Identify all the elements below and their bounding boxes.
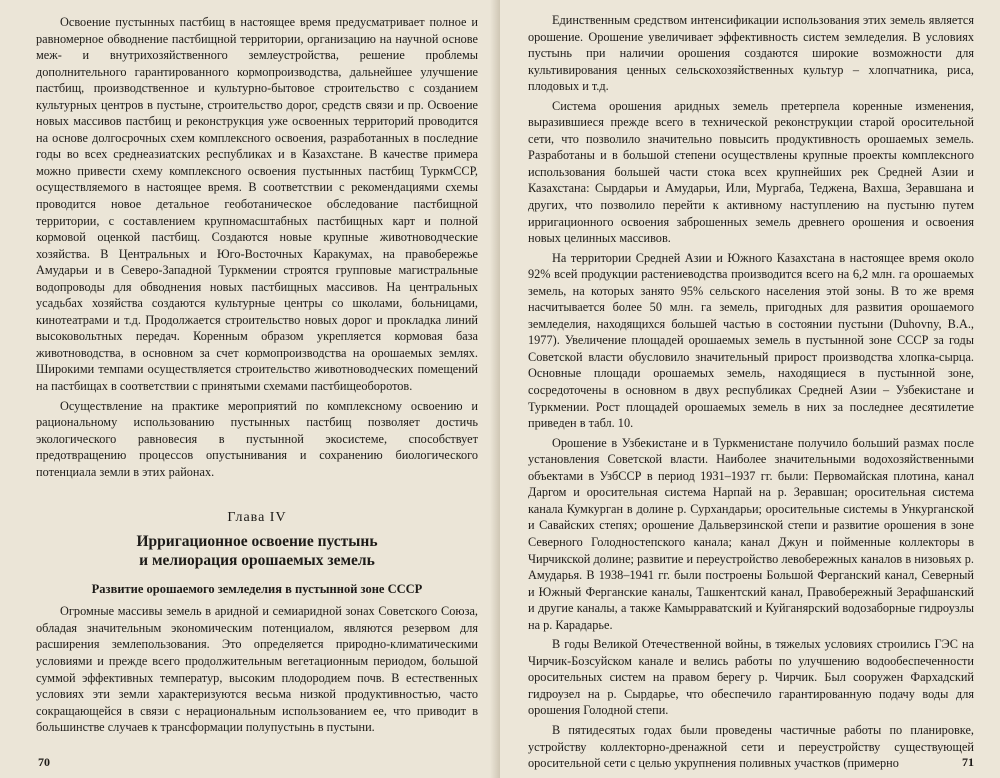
chapter-title-line-1: Ирригационное освоение пустынь <box>136 533 378 551</box>
right-paragraph-4: Орошение в Узбекистане и в Туркменистане получило больший размах после установления Советской власти. Наиболее значительными водохозяйственными объектами в УзбССР в период 1931–1937 гг. были: Первомайская плотина, канал Даргом и оросительная система Нарпай на р. Зеравшан; оросительная система канала Кумкурган в долине р. Сурхандарьи; оросительные системы в Ункурганской и Савайских степях; орошение Дальверзинской степи и развитие орошения в зоне Северного Голодностепского канала; канал Джун и пойменные коллекторы в Чирчикской долине; развитие и переустройство левобережных каналов в низовьях р. Амударья. В 1938–1941 гг. были построены Большой Ферганский канал, Северный и Южный Ферганские каналы, Ташкентский канал, Правобережный Зерафшанский и другие каналы, а также Камырраватский и Куйганярский водозаборные гидроузлы на р. Карадарье. <box>528 435 974 632</box>
page-number-left: 70 <box>38 755 50 769</box>
section-paragraph: Огромные массивы земель в аридной и семиаридной зонах Советского Союза, обладая значительным экономическим потенциалом, являются резервом для расширения землепользования. Это определяется природно-климатическими условиями и прежде всего продолжительным вегетационным периодом, большой суммой эффективных температур, высоким плодородием почв. В естественных условиях эти земли характеризуются весьма низкой продуктивностью, часто сокращающейся в связи с нерациональным использованием ее, что приводит в большинстве случаев к трансформации полупустынь в пустыни. <box>36 604 478 735</box>
section-title: Развитие орошаемого земледелия в пустынной зоне СССР <box>91 582 423 597</box>
right-paragraph-6: В пятидесятых годах были проведены частичные работы по планировке, устройству коллекторно-дренажной сети и переустройству существующей оросительной сети с целью укрупнения поливных участков (примерно <box>528 722 974 771</box>
left-paragraph-1: Освоение пустынных пастбищ в настоящее время предусматривает полное и равномерное обводнение пастбищной территории, организацию на научной основе меж- и внутрихозяйственного землеустройства, решение проблемы дополнительного гарантированного кормопроизводства, дальнейшее улучшение пастбищ, производственное и культурно-бытовое строительство с созданием культурных центров в пустыне, строительство дорог, средств связи и пр. Освоение новых массивов пастбищ и реконструкция уже освоенных территорий проводится на основе долгосрочных схем комплексного освоения, разработанных в последние годы во всех среднеазиатских республиках и в Казахстане. В качестве примера можно привести схему комплексного освоения пустынных пастбищ ТуркмССР, осуществляемого в настоящее время. В соответствии с рекомендациями схемы проводится новое детальное геоботаническое обследование пастбищной территории, с составлением крупномасштабных пастбищных карт и полной кормовой оценкой пастбищ. Создаются новые крупные животноводческие хозяйства. В Центральных и Юго-Восточных Каракумах, на правобережье Амударьи и в Северо-Западной Туркмении строятся групповые магистральные водопроводы для обводнения новых пастбищных массивов. На центральных усадьбах хозяйства создаются культурные центры со школами, больницами, кинотеатрами и т.д. Продолжается строительство новых дорог и прокладка линий высоковольтных передач. Коренным образом укрепляется кормовая база животноводства, в основном за счет кормопроизводства на орошаемых землях. Широкими темпами осуществляется строительство животноводческих помещений на пастбищах в соответствии с принятыми схемами пастбищеоборотов. <box>36 15 478 394</box>
chapter-title-line-2: и мелиорация орошаемых земель <box>139 552 375 570</box>
right-paragraph-2: Система орошения аридных земель претерпела коренные изменения, выразившиеся прежде всего в технической реконструкции старой оросительной сети, что позволило значительно повысить продуктивность орошаемых земель. Разработаны и в большой степени осуществлены крупные проекты комплексного использования большей части стока всех крупнейших рек Средней Азии и Казахстана: Сырдарьи и Амударьи, Или, Мургаба, Теджена, Вахша, Зеравшана и других, что позволило перейти к активному наступлению на пустыню путем ирригационного освоения заброшенных земель древнего орошения и освоения новых целинных массивов. <box>528 98 974 246</box>
right-paragraph-1: Единственным средством интенсификации использования этих земель является орошение. Орошение увеличивает эффективность систем земледелия. В условиях пустынь при наличии орошения создаются широкие возможности для культивирования ценных сельскохозяйственных культур – хлопчатника, риса, плодовых и т.д. <box>528 13 974 94</box>
chapter-label: Глава IV <box>227 510 287 526</box>
chapter-title <box>36 532 478 570</box>
right-paragraph-5: В годы Великой Отечественной войны, в тяжелых условиях строились ГЭС на Чирчик-Бозсуйском канале и велись работы по улучшению водообеспеченности оросительных систем на правом берегу р. Чирчик. Был сооружен Фархадский гидроузел на р. Сырдарье, что обеспечило гарантированную подачу воды для орошения Голодной степи. <box>528 637 974 718</box>
left-page <box>0 0 498 778</box>
page-number-right: 71 <box>962 755 974 769</box>
right-page <box>500 0 1000 778</box>
left-paragraph-2: Осуществление на практике мероприятий по комплексному освоению и рациональному использованию пустынных пастбищ позволяет достичь экологического равновесия в пустынной экосистеме, способствует предотвращению процессов опустынивания и сохранению биологического потенциала земли в этих районах. <box>36 398 478 479</box>
right-paragraph-3: На территории Средней Азии и Южного Казахстана в настоящее время около 92% всей продукции растениеводства производится всего на 6,2 млн. га орошаемых земель, на которых занято 95% сельского населения этой зоны. В то же время насчитывается более 50 млн. га земель, пригодных для развития орошаемого земледелия, находящихся большей частью в состоянии пустыни (Duhovny, В.А., 1977). Увеличение площадей орошаемых земель в пустынной зоне СССР за годы Советской власти обусловило значительный прирост производства хлопка-сырца. Основные площади орошаемых земель, находящиеся в пустынной зоне, сосредоточены в основном в двух республиках Средней Азии – Узбекистане и Туркмении. Рост площадей орошаемых земель в них за последнее десятилетие приведен в табл. 10. <box>528 250 974 431</box>
